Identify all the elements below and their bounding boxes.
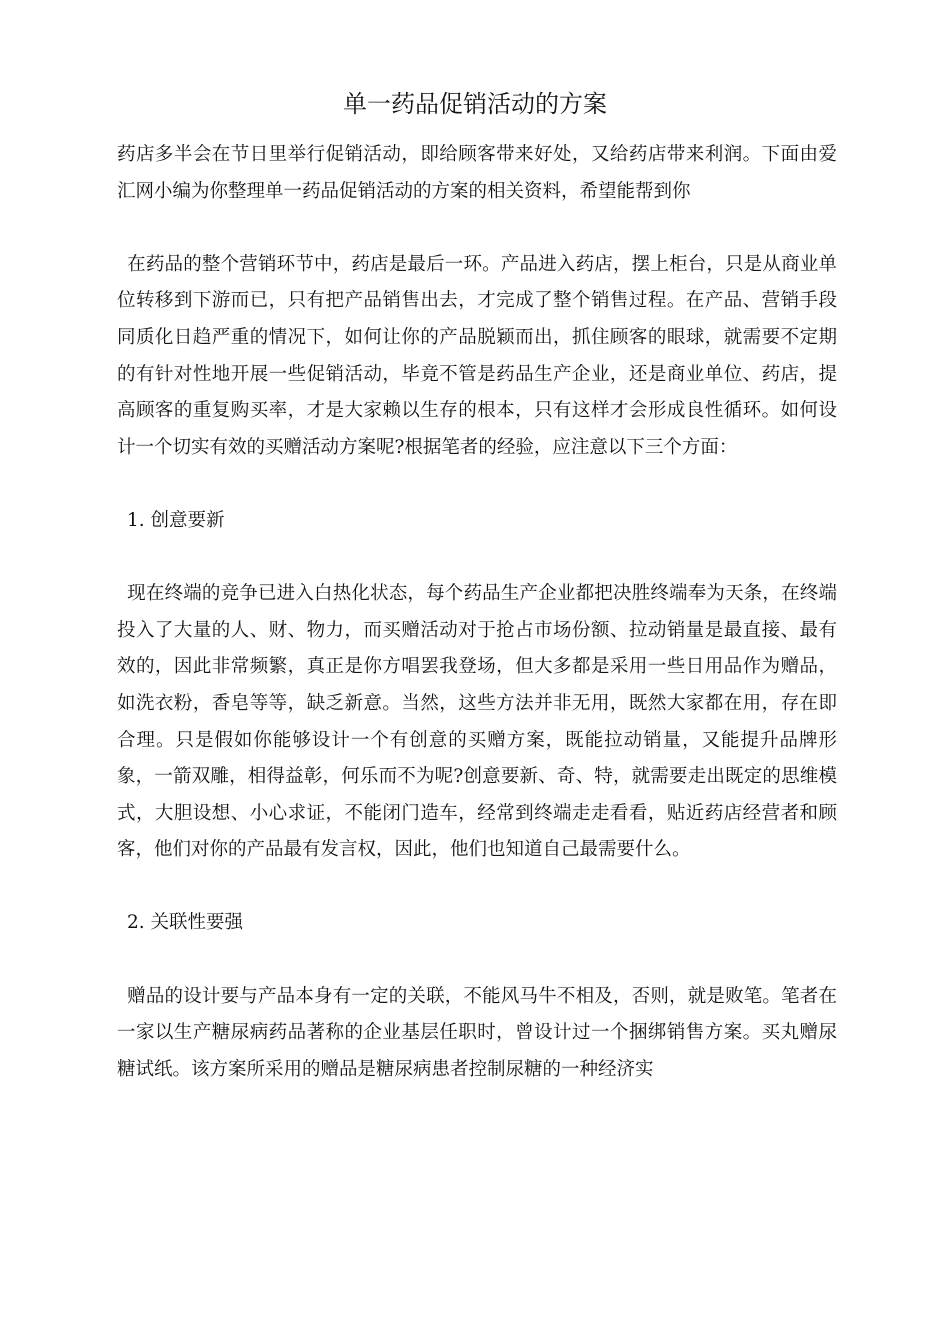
- section-heading-2: 2. 关联性要强: [127, 912, 244, 934]
- body-paragraph-3: 赠品的设计要与产品本身有一定的关联，不能风马牛不相及，否则，就是败笔。笔者在一家以生产糖尿病药品著称的企业基层任职时，曾设计过一个捆绑销售方案。买丸赠尿糖试纸。该方案所采用的赠品是糖尿病患者控制尿糖的一种经济实: [117, 985, 837, 1080]
- section-heading-1: 1. 创意要新: [127, 509, 225, 531]
- document-body: [117, 137, 837, 1088]
- paragraph-gap: [117, 869, 837, 906]
- paragraph-gap: [117, 540, 837, 577]
- body-paragraph-2: 现在终端的竞争已进入白热化状态，每个药品生产企业都把决胜终端奉为天条，在终端投入了大量的人、财、物力，而买赠活动对于抢占市场份额、拉动销量是最直接、最有效的，因此非常频繁，真正是你方唱罢我登场，但大多都是采用一些日用品作为赠品，如洗衣粉，香皂等等，缺乏新意。当然，这些方法并非无用，既然大家都在用，存在即合理。只是假如你能够设计一个有创意的买赠方案，既能拉动销量，又能提升品牌形象，一箭双雕，相得益彰，何乐而不为呢?创意要新、奇、特，就需要走出既定的思维模式，大胆设想、小心求证，不能闭门造车，经常到终端走走看看，贴近药店经营者和顾客，他们对你的产品最有发言权，因此，他们也知道自己最需要什么。: [117, 583, 837, 861]
- intro-paragraph: 药店多半会在节日里举行促销活动，即给顾客带来好处，又给药店带来利润。下面由爱汇网小编为你整理单一药品促销活动的方案的相关资料，希望能帮到你: [117, 144, 837, 202]
- body-paragraph-1: 在药品的整个营销环节中，药店是最后一环。产品进入药店，摆上柜台，只是从商业单位转移到下游而已，只有把产品销售出去，才完成了整个销售过程。在产品、营销手段同质化日趋严重的情况下，如何让你的产品脱颖而出，抓住顾客的眼球，就需要不定期的有针对性地开展一些促销活动，毕竟不管是药品生产企业，还是商业单位、药店，提高顾客的重复购买率，才是大家赖以生存的根本，只有这样才会形成良性循环。如何设计一个切实有效的买赠活动方案呢?根据笔者的经验，应注意以下三个方面：: [117, 253, 837, 458]
- document-title: 单一药品促销活动的方案: [343, 90, 607, 118]
- paragraph-gap: [117, 466, 837, 503]
- paragraph-gap: [117, 210, 837, 247]
- paragraph-gap: [117, 942, 837, 979]
